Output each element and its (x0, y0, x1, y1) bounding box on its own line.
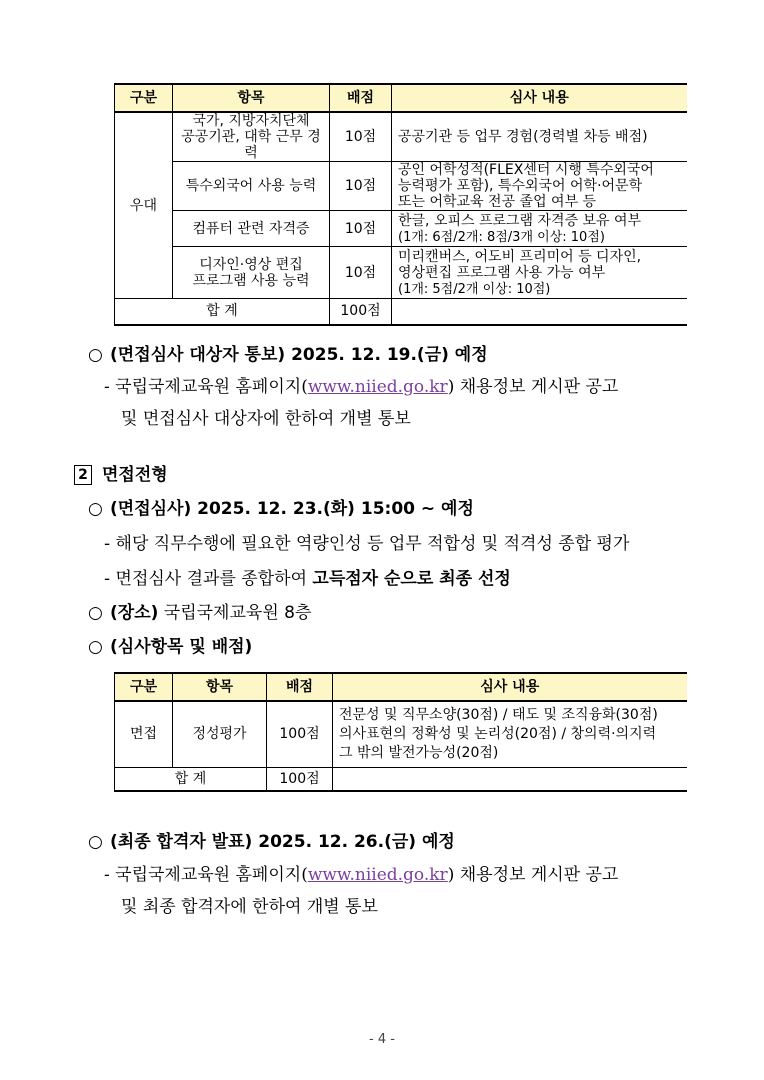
total-score: 100점 (330, 299, 392, 325)
category-cell: 우대 (115, 112, 173, 299)
interview-place: ○ (장소) 국립국제교육원 8층 (88, 603, 312, 623)
score-cell: 10점 (330, 247, 392, 299)
score-cell: 10점 (330, 162, 392, 211)
interview-schedule: ○ (면접심사) 2025. 12. 23.(화) 15:00 ~ 예정 (88, 499, 474, 519)
circle-bullet-icon: ○ (88, 345, 103, 365)
evaluation-table-interview (114, 672, 687, 792)
notice-line: - 국립국제교육원 홈페이지(www.niied.go.kr) 채용정보 게시판 공고 (104, 377, 619, 397)
header-content: 심사 내용 (333, 673, 687, 701)
interview-detail: - 해당 직무수행에 필요한 역량인성 등 업무 적합성 및 적격성 종합 평가 (104, 534, 630, 554)
category-cell: 면접 (115, 701, 173, 767)
notice-final-results: ○ (최종 합격자 발표) 2025. 12. 26.(금) 예정 (88, 832, 455, 852)
content-cell: 공인 어학성적(FLEX센터 시행 특수외국어 능력평가 포함), 특수외국어 어학·어문학 또는 어학교육 전공 졸업 여부 등 (392, 162, 687, 211)
total-empty (392, 299, 687, 325)
total-label: 합 계 (115, 299, 330, 325)
notice-line: 및 최종 합격자에 한하여 개별 통보 (121, 897, 378, 917)
item-cell: 특수외국어 사용 능력 (173, 162, 330, 211)
header-category: 구분 (115, 84, 173, 112)
score-cell: 10점 (330, 112, 392, 162)
item-cell: 컴퓨터 관련 자격증 (173, 211, 330, 247)
page-number: - 4 - (369, 1032, 395, 1047)
notice-line: - 국립국제교육원 홈페이지(www.niied.go.kr) 채용정보 게시판 공고 (104, 865, 619, 885)
content-cell: 공공기관 등 업무 경험(경력별 차등 배점) (392, 112, 687, 162)
header-content: 심사 내용 (392, 84, 687, 112)
total-empty (333, 767, 687, 791)
item-cell: 디자인·영상 편집 프로그램 사용 능력 (173, 247, 330, 299)
criteria-heading: ○ (심사항목 및 배점) (88, 637, 253, 657)
notice-interview-candidates: ○ (면접심사 대상자 통보) 2025. 12. 19.(금) 예정 (88, 345, 488, 365)
circle-bullet-icon: ○ (88, 499, 103, 519)
item-cell: 국가, 지방자치단체 공공기관, 대학 근무 경력 (173, 112, 330, 162)
header-item: 항목 (173, 84, 330, 112)
header-score: 배점 (267, 673, 333, 701)
header-category: 구분 (115, 673, 173, 701)
item-cell: 정성평가 (173, 701, 267, 767)
circle-bullet-icon: ○ (88, 603, 103, 623)
header-item: 항목 (173, 673, 267, 701)
evaluation-table-preferential (114, 83, 687, 326)
content-cell: 미리캔버스, 어도비 프리미어 등 디자인, 영상편집 프로그램 사용 가능 여부 (1개: 5점/2개 이상: 10점) (392, 247, 687, 299)
interview-detail: - 면접심사 결과를 종합하여 고득점자 순으로 최종 선정 (104, 569, 511, 589)
total-score: 100점 (267, 767, 333, 791)
circle-bullet-icon: ○ (88, 832, 103, 852)
homepage-link[interactable]: www.niied.go.kr (307, 377, 448, 397)
circle-bullet-icon: ○ (88, 637, 103, 657)
header-score: 배점 (330, 84, 392, 112)
content-cell: 전문성 및 직무소양(30점) / 태도 및 조직융화(30점) 의사표현의 정확성 및 논리성(20점) / 창의력·의지력 그 밖의 발전가능성(20점) (333, 701, 687, 767)
notice-line: 및 면접심사 대상자에 한하여 개별 통보 (121, 409, 411, 429)
section-heading: 2 면접전형 (74, 460, 168, 485)
homepage-link[interactable]: www.niied.go.kr (307, 865, 448, 885)
score-cell: 10점 (330, 211, 392, 247)
score-cell: 100점 (267, 701, 333, 767)
content-cell: 한글, 오피스 프로그램 자격증 보유 여부 (1개: 6점/2개: 8점/3개 이상: 10점) (392, 211, 687, 247)
section-number-box: 2 (74, 465, 92, 485)
total-label: 합 계 (115, 767, 267, 791)
